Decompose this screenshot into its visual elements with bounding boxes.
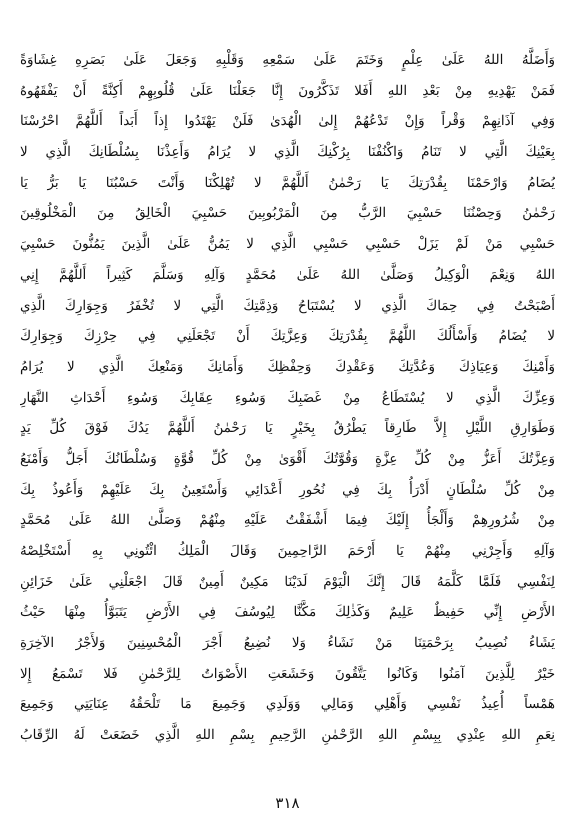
text-line-1: وَأَضَلَّهُ اللهُ عَلَىٰ عِلْمٍ وَخَتَمَ عَلَىٰ سَمْعِهِ وَقَلْبِهِ وَجَعَلَ عَلَىٰ بَصَرِهِ غِشَاوَةً: [20, 53, 555, 68]
text-line-17: وَآلِهِ وَأَجِرْنِي مِنْهُمْ يَا أَرْحَمَ الرَّاحِمِينَ وَقَالَ الْمَلِكُ ائْتُونِي بِهِ أَسْتَخْلِصْهُ: [20, 544, 555, 559]
document-page: [20, 0, 555, 829]
text-line-10: لا يُضَامُ وَأَسْأَلُكَ اللَّهُمَّ بِقُدْرَتِكَ وَعِزَّتِكَ أَنْ تَجْعَلَنِي فِي حِرْزِكَ وَجِوَارِكَ: [20, 329, 555, 345]
text-line-14: وَعِزَّتُكَ أَعَزُّ مِنْ كُلِّ عِزَّةٍ وَقُوَّتُكَ أَقْوَىٰ مِنْ كُلِّ قُوَّةٍ وَسُلْطَانُكَ أَجَلُّ وَأَمْنَعُ: [20, 451, 555, 467]
page-number: ٣١٨: [275, 794, 300, 812]
text-line-13: وَطَوَارِقِ اللَّيْلِ إِلاَّ طَارِقاً يَطْرُقُ بِخَيْرٍ يَا رَحْمٰنُ أَللَّهُمَّ يَدُكَ فَوْقَ كُلِّ يَدٍ: [20, 421, 555, 437]
text-line-2: فَمَنْ يَهْدِيهِ مِنْ بَعْدِ اللهِ أَفَلا تَذَكَّرُونَ إِنَّا جَعَلْنَا عَلَىٰ قُلُوبِهِمْ أَكِنَّةً أَنْ يَفْقَهُوهُ: [20, 83, 555, 99]
text-line-15: مِنْ كُلِّ سُلْطَانٍ أَدْرَأُ بِكَ فِي نُحُورِ أَعْدَائِي وَأَسْتَعِينُ بِكَ عَلَيْهِمْ وَأَعُوذُ بِكَ: [20, 482, 555, 498]
text-line-5: يُضَامُ وَارْحَمْنَا بِقُدْرَتِكَ يَا رَحْمٰنُ أَللَّهُمَّ لا تُهْلِكْنَا وَأَنْتَ حَسْبُنَا يَا بَرُّ يَا: [20, 175, 555, 191]
text-line-6: رَحْمٰنُ وَحِصْنُنَا حَسْبِيَ الرَّبُّ مِنَ الْمَرْبُوبِينَ حَسْبِيَ الْخَالِقُ مِنَ الْمَخْلُوقِينَ: [20, 206, 555, 222]
text-line-23: نِعَمِ اللهِ عِنْدِي بِبِسْمِ اللهِ الرَّحْمٰنِ الرَّحِيمِ بِسْمِ اللهِ الَّذِي خَضَعَتْ لَهُ الرِّقَابُ: [20, 728, 555, 744]
text-line-18: لِنَفْسِي فَلَمَّا كَلَّمَهُ قَالَ إِنَّكَ الْيَوْمَ لَدَيْنَا مَكِينٌ أَمِينٌ قَالَ اجْعَلْنِي عَلَىٰ خَزَائِنِ: [20, 574, 555, 590]
text-line-11: وَأَمْنِكَ وَعِيَاذِكَ وَعُدَّتِكَ وَعَقْدِكَ وَحِفْظِكَ وَأَمَانِكَ وَمَنْعِكَ الَّذِي لا يُرَامُ: [20, 359, 555, 375]
text-line-12: وَعِزِّكَ الَّذِي لا يُسْتَطَاعُ مِنْ غَضَبِكَ وَسُوءِ عِقَابِكَ وَسُوءِ أَحْدَاثِ النَّهَارِ: [20, 390, 555, 406]
text-line-7: حَسْبِي مَنْ لَمْ يَزَلْ حَسْبِي حَسْبِي الَّذِي لا يَمُنُّ عَلَىٰ الَّذِينَ يَمُنُّونَ حَسْبِيَ: [20, 237, 555, 253]
body-text: [20, 46, 555, 752]
text-line-21: خَيْرٌ لِلَّذِينَ آمَنُوا وَكَانُوا يَتَّقُونَ وَخَشَعَتِ الأَصْوَاتُ لِلرَّحْمٰنِ فَلا تَسْمَعُ إِلا: [20, 666, 555, 682]
text-line-3: وَفِي آذَانِهِمْ وَقْراً وَإِنْ تَدْعُهُمْ إِلىٰ الْهُدَىٰ فَلَنْ يَهْتَدُوا إِذاً أَبَداً أَللَّهُمَّ احْرُسْنَا: [20, 114, 555, 130]
text-line-19: الأَرْضِ إِنِّي حَفِيظٌ عَلِيمٌ وَكَذٰلِكَ مَكَّنَّا لِيُوسُفَ فِي الأَرْضِ يَتَبَوَّأُ مِنْهَا حَيْثُ: [20, 605, 555, 621]
text-line-9: أَصْبَحْتُ فِي حِمَاكَ الَّذِي لا يُسْتَبَاحُ وَذِمَّتِكَ الَّتِي لا تُخْفَرُ وَجِوَارِكَ الَّذِي: [20, 298, 555, 314]
text-line-8: اللهُ وَنِعْمَ الْوَكِيلُ وَصَلَّىٰ اللهُ عَلَىٰ مُحَمَّدٍ وَآلِهِ وَسَلَّمَ كَثِيراً أَللَّهُمَّ إِنِي: [20, 267, 555, 283]
text-line-20: يَشَاءُ نُصِيبُ بِرَحْمَتِنَا مَنْ نَشَاءُ وَلا نُضِيعُ أَجْرَ الْمُحْسِنِينَ وَلأَجْرُ الآخِرَةِ: [20, 636, 555, 652]
text-line-22: هَمْساً أُعِيذُ نَفْسِي وَأَهْلِي وَمَالِي وَوَلَدِي وَجَمِيعَ مَا تَلْحَقُهُ عِنَايَتِي وَجَمِيعَ: [20, 697, 555, 713]
text-line-4: بِعَيْنِكَ الَّتِي لا تَنَامُ وَاكْنُفْنَا بِرُكْنِكَ الَّذِي لا يُرَامُ وَأَعِذْنَا بِسُلْطَانِكَ الَّذِي لا: [20, 145, 555, 161]
text-line-16: مِنْ شُرُورِهِمْ وَأَلْجَأُ إِلَيْكَ فِيمَا أَشْفَقْتُ عَلَيْهِ مِنْهُمْ وَصَلَّىٰ اللهُ عَلَىٰ مُحَمَّدٍ: [20, 513, 555, 529]
